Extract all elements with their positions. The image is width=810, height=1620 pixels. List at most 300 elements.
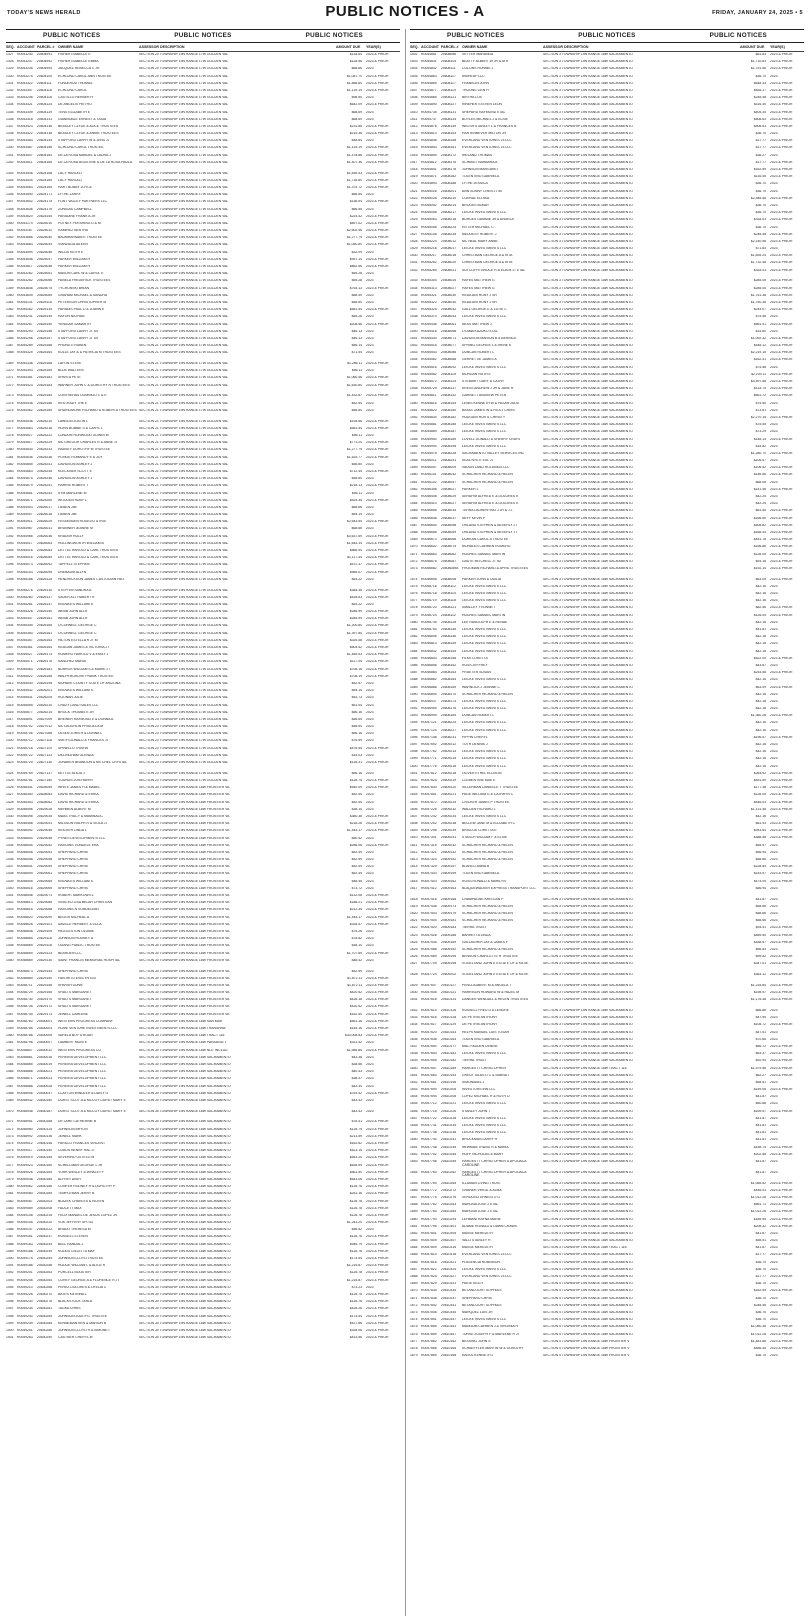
amount-due: $73.81 — [755, 408, 766, 412]
tax-years: 2023 — [770, 750, 778, 754]
assessor-description: SECTION 30 TOWNSHIP 19N RANGE 18W SACRAMENTO — [139, 1134, 231, 1138]
tax-years: 2023 — [366, 703, 374, 707]
owner-name: TIERRA TRUST — [462, 926, 487, 930]
amount-due: $32.09 — [351, 250, 362, 254]
seq: 1652 — [410, 1152, 418, 1156]
notice-row — [410, 1311, 804, 1318]
assessor-description: SECTION 3 TOWNSHIP 19N RANGE 18W SACRAMENTO — [543, 692, 633, 696]
seq: 1521 — [410, 189, 418, 193]
account-number: R0057121 — [421, 721, 437, 725]
tax-years: 2023 — [366, 434, 374, 437]
assessor-description: SECTION 3 TOWNSHIP 19N RANGE 18W SACRAMENTO — [543, 153, 633, 157]
assessor-description: SECTION 3 TOWNSHIP 19N RANGE 18W SACRAMENTO — [543, 1023, 633, 1027]
assessor-description: SECTION 3 TOWNSHIP 19N RANGE 18W SACRAMENTO — [543, 509, 633, 513]
parcel-number: 20625168 — [37, 362, 53, 366]
masthead — [0, 0, 810, 26]
seq: 1424 — [6, 771, 14, 775]
tax-years: 2023 — [366, 351, 374, 355]
amount-due: $41.81 — [755, 1124, 766, 1128]
account-number: R0059062 — [17, 1185, 33, 1189]
amount-due: $145.16 — [349, 1027, 362, 1031]
parcel-number: 20629088 — [37, 908, 53, 912]
owner-name: LACY HAROLD — [58, 171, 82, 175]
parcel-number: 20608030 — [441, 300, 457, 304]
parcel-number: 20609220 — [441, 786, 457, 790]
notice-row — [410, 1210, 804, 1217]
owner-name: WEBB JOHN ALLR — [58, 617, 88, 621]
tax-years: 2023 — [366, 681, 374, 685]
seq: 1448 — [6, 944, 14, 948]
account-number: R0054325 — [17, 351, 33, 355]
parcel-number: 20610205 — [441, 1088, 457, 1092]
assessor-description: SECTION 3 TOWNSHIP 19N RANGE 18W SACRAMENTO — [543, 160, 633, 164]
notice-row — [410, 1239, 804, 1246]
assessor-description: SECTION 4 TOWNSHIP 19N RANGE 18W SACRAMENTO — [543, 1325, 633, 1329]
column-headers — [6, 44, 400, 52]
assessor-description: SECTION 21 TOWNSHIP 19N RANGE 17W GOLDEN VAL — [139, 221, 229, 225]
assessor-description: SECTION 4 TOWNSHIP 19N RANGE 18W SACRAMENTO — [543, 1332, 633, 1336]
amount-due: $581.54 — [349, 426, 362, 430]
amount-due: $1,407.36 — [346, 160, 362, 164]
assessor-description: SECTION 21 TOWNSHIP 19N RANGE 17W GOLDEN VAL — [139, 484, 229, 488]
seq: 1363 — [6, 315, 14, 319]
seq: 1447 — [6, 937, 14, 941]
parcel-number: 20609239 — [441, 829, 457, 833]
seq: 1441 — [6, 894, 14, 898]
amount-due: $58.51 — [755, 1080, 766, 1084]
account-number: R0057801 — [421, 1231, 437, 1235]
owner-name: GALLAGHER JAY & JAMES F — [462, 940, 509, 944]
seq: 1430 — [6, 814, 14, 818]
owner-name: ILLUMAN LIVING TRUST — [462, 1181, 501, 1185]
amount-due: $196.57 — [753, 735, 766, 739]
seq: 1648 — [410, 1124, 418, 1128]
tax-years: 2023 — [366, 207, 374, 211]
parcel-number: 20629170 — [37, 998, 53, 1002]
seq: 1625 — [410, 947, 418, 951]
account-number: R0057782 — [421, 1203, 437, 1207]
assessor-description: SECTION 20 TOWNSHIP 19N RANGE 17W GOLDEN VAL — [139, 132, 229, 136]
parcel-number: 20610228 — [441, 1116, 457, 1120]
parcel-number: 20630254 — [37, 1257, 53, 1261]
tax-years: 2023 — [770, 728, 778, 732]
assessor-description: SECTION 3 TOWNSHIP 19N RANGE 18W SACRAMENTO — [543, 480, 633, 484]
seq: 1484 — [6, 1213, 14, 1217]
tax-years: 2023 — [770, 480, 778, 484]
tax-years: 2023 & PRIOR — [770, 1339, 793, 1343]
parcel-number: 20608185 — [441, 423, 457, 427]
amount-due: $56.54 — [351, 725, 362, 729]
owner-name: STAFFORD LARRY JT SS — [58, 329, 99, 333]
notice-row — [6, 1271, 400, 1278]
amount-due: $36.70 — [755, 1260, 766, 1264]
amount-due: $244.07 — [753, 308, 766, 312]
owner-name: BELL RANDAL L — [58, 1242, 84, 1246]
amount-due: $66.88 — [755, 1009, 766, 1013]
assessor-description: SECTION 20 TOWNSHIP 19N RANGE 17W GOLDEN VAL — [139, 74, 229, 78]
notice-row — [6, 1300, 400, 1307]
owner-name: HAYON NATHAN — [58, 315, 85, 319]
assessor-description: SECTION 3 TOWNSHIP 19N RANGE 18W SACRAMENTO — [543, 286, 633, 290]
owner-name: COREY GEORGE A & FLORENCE R JT — [58, 1278, 120, 1282]
tax-years: 2023 & PRIOR — [770, 1044, 793, 1048]
seq: 1380 — [6, 448, 14, 452]
amount-due: $48.84 — [351, 139, 362, 143]
amount-due: $451.78 — [753, 538, 766, 542]
account-number: R0056602 — [421, 545, 437, 549]
parcel-number: 20630203 — [37, 1199, 53, 1203]
seq: 1491 — [6, 1264, 14, 1268]
amount-due: $1,839.24 — [750, 254, 766, 258]
seq: 1460 — [6, 1034, 14, 1038]
parcel-number: 20608231 — [441, 735, 457, 739]
owner-name: JOHNSON LLOYD TRUSTEE — [58, 1257, 104, 1261]
assessor-description: SECTION 30 TOWNSHIP 19N RANGE 18W SACRAMENTO — [139, 1249, 231, 1253]
account-number: R0054655 — [17, 462, 33, 466]
tax-years: 2023 & PRIOR — [770, 254, 793, 258]
seq: 1631 — [410, 998, 418, 1002]
tax-years: 2023 & PRIOR — [770, 300, 793, 304]
amount-due: $36.70 — [755, 1310, 766, 1314]
owner-name: SACRAMENTO VALLEY SERVICES INC — [462, 451, 525, 455]
tax-years: 2023 & PRIOR — [770, 308, 793, 312]
owner-name: WELSH STANLEY L & FRANCES B — [462, 124, 517, 128]
notice-row — [6, 499, 400, 506]
account-number: R0054737 — [421, 117, 437, 121]
owner-name: HARGESTT CHRISTOPHER — [462, 1066, 506, 1070]
seq: 1539 — [410, 322, 418, 326]
assessor-description: SECTION 21 TOWNSHIP 19N RANGE 17W GOLDEN VAL — [139, 229, 229, 233]
section-header: PUBLIC NOTICES — [42, 32, 101, 39]
amount-due: $1,732.48 — [750, 261, 766, 265]
seq: 1471 — [6, 1120, 14, 1124]
parcel-number: 20630007 — [37, 1041, 53, 1045]
account-number: R0055562 — [421, 372, 437, 376]
parcel-number: 20610124 — [441, 998, 457, 1002]
seq: 1508 — [410, 96, 418, 100]
parcel-number: 20626130 — [37, 588, 53, 592]
section-header: PUBLIC NOTICES — [174, 32, 232, 39]
amount-due: $52.47 — [351, 681, 362, 685]
tax-years: 2023 & PRIOR — [366, 588, 389, 592]
assessor-description: SECTION 3 TOWNSHIP 19N RANGE 18W SACRAMENTO — [543, 88, 633, 92]
notice-row — [410, 912, 804, 919]
parcel-number: 20625145 — [37, 315, 53, 319]
tax-years: 2023 & PRIOR — [770, 1253, 793, 1257]
amount-due: $42.16 — [755, 692, 766, 696]
owner-name: TOTH DENNIS J — [462, 743, 488, 747]
account-number: R0055483 — [17, 667, 33, 671]
notice-row — [6, 527, 400, 534]
tax-years: 2023 — [366, 850, 374, 854]
assessor-description: SECTION 22 TOWNSHIP 19N RANGE 17W GOLDEN VAL — [139, 513, 229, 517]
account-number: R0058866 — [17, 1070, 33, 1074]
amount-due: $38.66 — [351, 1062, 362, 1066]
tax-years: 2023 — [770, 743, 778, 747]
owner-name: SPARSH DUNN — [58, 983, 83, 987]
tax-years: 2023 & PRIOR — [366, 1120, 389, 1124]
owner-name: O'CONNELL GEORGE C — [58, 624, 97, 628]
seq: 1515 — [410, 146, 418, 150]
owner-name: PARADINE FRANK A JR — [58, 214, 96, 218]
notice-row — [410, 60, 804, 67]
owner-name: BESSING JOHN S — [462, 1339, 491, 1343]
account-number: R0057722 — [421, 1116, 437, 1120]
amount-due: $708.18 — [349, 667, 362, 671]
owner-name: LAMBERT MONTE — [58, 1041, 88, 1045]
parcel-number: 20610284 — [441, 1210, 457, 1214]
owner-name: TEMPLEMAN JERRY B — [58, 1192, 95, 1196]
account-number: R0055889 — [421, 430, 437, 434]
tax-years: 2023 & PRIOR — [770, 1066, 793, 1070]
assessor-description: SECTION 21 TOWNSHIP 19N RANGE 17W GOLDEN VAL — [139, 236, 229, 240]
notice-row — [410, 524, 804, 531]
account-number: R0059251 — [17, 1328, 33, 1332]
notice-row — [410, 635, 804, 642]
seq: 1659 — [410, 1210, 418, 1214]
parcel-number: 20608017 — [441, 247, 457, 251]
amount-due: $36.70 — [755, 74, 766, 78]
account-number: R0056724 — [421, 613, 437, 617]
assessor-description: SECTION 21 TOWNSHIP 19N RANGE 17W GOLDEN VAL — [139, 394, 229, 398]
owner-name: YENIGAR SAMARTH — [58, 322, 91, 326]
account-number: R0058516 — [17, 886, 33, 890]
notices-page — [6, 29, 804, 1616]
amount-due: $628.59 — [349, 1163, 362, 1167]
seq: 1651 — [410, 1145, 418, 1149]
owner-name: SAUER ALT HUBERT R — [58, 595, 95, 599]
notice-row — [6, 725, 400, 732]
assessor-description: SECTION 3 TOWNSHIP 19N RANGE 18W SACRAMENTO — [543, 74, 633, 78]
account-number: R0058492 — [17, 829, 33, 833]
assessor-description: SECTION 3 TOWNSHIP 19N RANGE 18W SACRAMENTO — [543, 940, 633, 944]
owner-name: CLAYTON WINDLER & DAISY G — [58, 1091, 109, 1095]
assessor-description: SECTION 21 TOWNSHIP 19N RANGE 17W GOLDEN VAL — [139, 214, 229, 218]
tax-years: 2023 & PRIOR — [770, 559, 793, 563]
amount-due: $218.26 — [349, 822, 362, 826]
seq: 1533 — [410, 279, 418, 283]
notice-row — [6, 549, 400, 556]
seq: 1663 — [410, 1239, 418, 1243]
assessor-description: SECTION 3 TOWNSHIP 19N RANGE 18W SACRAMENTO — [543, 628, 633, 632]
assessor-description: SECTION 3 TOWNSHIP 19N RANGE 18W SACRAMENTO — [543, 538, 633, 542]
tax-years: 2023 — [770, 850, 778, 854]
parcel-number: 20625251 — [37, 484, 53, 488]
parcel-number: 20629173 — [37, 1012, 53, 1016]
parcel-number: 20625246 — [37, 477, 53, 481]
owner-name: PARKER JOHN & ODILIA — [462, 577, 502, 581]
assessor-description: SECTION 22 TOWNSHIP 19N RANGE 17W GOLDEN VAL — [139, 631, 229, 635]
tax-years: 2023 & PRIOR — [770, 196, 793, 200]
account-number: R0057851 — [421, 1318, 437, 1322]
owner-name: BAUMHARMAN E TRUSTEE — [58, 236, 103, 240]
notice-row — [410, 1246, 804, 1253]
owner-name: CHRISTMAN GEORGE A & RITA — [462, 261, 513, 265]
owner-name: TOLENTINO GABRIELA — [462, 1037, 500, 1041]
seq: 1558 — [410, 459, 418, 463]
notice-row — [6, 1135, 400, 1142]
account-number: R0056720 — [421, 606, 437, 610]
assessor-description: SECTION 3 TOWNSHIP 19N RANGE 18W SACRAMENTO — [543, 487, 633, 491]
owner-name: LACY HAROLD — [58, 178, 82, 182]
parcel-number: 20625184 — [37, 394, 53, 398]
owner-name: ROSS RONALD & MARILYN — [462, 879, 506, 883]
assessor-description: SECTION 30 TOWNSHIP 19N RANGE 18W SACRAMENTO — [139, 1206, 231, 1210]
seq: 1420 — [6, 739, 14, 743]
seq: 1492 — [6, 1271, 14, 1275]
seq: 1461 — [6, 1041, 14, 1045]
notice-row — [410, 538, 804, 545]
notice-row — [6, 1027, 400, 1034]
parcel-number: 20608071 — [441, 336, 457, 340]
owner-name: BLAZEK CHARLES & EILEEN — [58, 1199, 105, 1203]
tax-years: 2023 & PRIOR — [366, 624, 389, 628]
assessor-description: SECTION 30 TOWNSHIP 19N RANGE 18W FRONTIER VA — [139, 958, 230, 962]
account-number: R0053487 — [17, 146, 33, 150]
owner-name: SMITH DONALD & FRANCES JT — [58, 739, 109, 743]
notice-row — [6, 1315, 400, 1322]
parcel-number: 20630164 — [37, 1170, 53, 1174]
parcel-number: 20604992 — [37, 60, 53, 64]
seq: 1509 — [410, 103, 418, 107]
account-number: R0058786 — [17, 1034, 33, 1038]
parcel-number: 20609234 — [441, 814, 457, 818]
owner-name: VARELA BOY'S ROAR — [58, 1034, 93, 1038]
notice-row — [410, 1253, 804, 1260]
amount-due: $285.05 — [753, 279, 766, 283]
amount-due: $56.72 — [755, 1044, 766, 1048]
seq: 1377 — [6, 426, 14, 430]
tax-years: 2023 & PRIOR — [770, 53, 793, 56]
seq: 1468 — [6, 1091, 14, 1095]
owner-name: KNOWLES WILLIAM S — [58, 689, 94, 693]
assessor-description: SECTION 30 TOWNSHIP 19N RANGE 18W SACRAMENTO — [139, 1292, 231, 1296]
assessor-description: SECTION 21 TOWNSHIP 19N RANGE 17W GOLDEN VAL — [139, 434, 229, 437]
seq: 1444 — [6, 915, 14, 919]
tax-years: 2023 — [366, 872, 374, 876]
seq: 1438 — [6, 872, 14, 876]
parcel-number: 20609218 — [441, 771, 457, 775]
parcel-number: 20626215 — [37, 710, 53, 714]
seq: 1415 — [6, 703, 14, 707]
tax-years: 2023 — [366, 969, 374, 973]
seq: 1476 — [6, 1156, 14, 1160]
account-number: R0053539 — [17, 178, 33, 182]
notice-row — [410, 578, 804, 585]
owner-name: MEDOESY ROBERT J — [462, 232, 497, 236]
seq: 1387 — [6, 498, 14, 502]
owner-name: LAWSON JUSTIN L — [58, 419, 89, 423]
tax-years: 2023 & PRIOR — [366, 308, 389, 312]
seq: 1378 — [6, 434, 14, 437]
account-number: R0053208 — [17, 96, 33, 100]
account-number: R0058509 — [17, 872, 33, 876]
notice-row — [410, 409, 804, 416]
seq: 1435 — [6, 850, 14, 854]
amount-due: $36.70 — [755, 1282, 766, 1286]
assessor-description: SECTION 3 TOWNSHIP 19N RANGE 18W SACRAMENTO — [543, 466, 633, 470]
account-number: R0054735 — [421, 110, 437, 114]
notice-row — [6, 1192, 400, 1199]
assessor-description: SECTION 23 TOWNSHIP 19N RANGE 17W GOLDEN VAL — [139, 746, 229, 750]
seq: 1636 — [410, 1037, 418, 1041]
tax-years: 2023 & PRIOR — [770, 1188, 793, 1192]
account-number: R0059230 — [17, 1300, 33, 1304]
seq: 1494 — [6, 1285, 14, 1289]
parcel-number: 20629118 — [37, 944, 52, 948]
seq: 1407 — [6, 646, 14, 650]
parcel-number: 20626137 — [37, 595, 53, 599]
amount-due: $62.27 — [755, 1073, 766, 1077]
owner-name: SIMONABEL J — [462, 1080, 485, 1084]
assessor-description: SECTION 21 TOWNSHIP 19N RANGE 17W GOLDEN VAL — [139, 272, 229, 276]
tax-years: 2023 — [770, 1124, 778, 1128]
parcel-number: 20610347 — [441, 1318, 457, 1322]
assessor-description: SECTION 23 TOWNSHIP 19N RANGE 17W GOLDEN VAL — [139, 761, 229, 765]
owner-name: LAFON STEVE — [58, 362, 82, 366]
assessor-description: SECTION 22 TOWNSHIP 19N RANGE 17W GOLDEN VAL — [139, 556, 229, 560]
seq: 1548 — [410, 387, 418, 391]
tax-years: 2023 & PRIOR — [770, 566, 793, 570]
owner-name: JOHNSON MARGARET — [462, 168, 499, 171]
tax-years: 2023 & PRIOR — [770, 771, 793, 775]
seq: 1480 — [6, 1185, 14, 1189]
tax-years: 2023 — [770, 459, 778, 463]
owner-name: SUTCLIFFE BRUCE R & EDA M JT ETAL — [462, 268, 526, 272]
owner-name: LEICKE INVESTMENTS LLC — [462, 757, 507, 761]
assessor-description: SECTION 3 TOWNSHIP 19N RANGE 18W SACRAMENTO — [543, 1239, 633, 1243]
seq: 1674 — [410, 1318, 418, 1322]
owner-name: BLACKSTOCK TARLA — [58, 1300, 93, 1304]
seq: 1662 — [410, 1231, 418, 1235]
tax-years: 2023 & PRIOR — [366, 236, 389, 240]
tax-years: 2023 & PRIOR — [366, 103, 389, 107]
parcel-number: 20610121 — [441, 991, 457, 995]
amount-due: $162.59 — [753, 168, 766, 171]
owner-name: BLAQUEWALKER EXPRESS TRANSPORT LLC — [462, 886, 536, 890]
parcel-number: 20629085 — [37, 901, 53, 905]
notice-row — [6, 1013, 400, 1020]
account-number: R0055471 — [17, 660, 33, 664]
owner-name: WESTERN PROGRESS CO — [58, 1048, 102, 1052]
account-number: R0057252 — [421, 822, 437, 826]
parcel-number: 20610321 — [441, 1260, 457, 1264]
parcel-number: 20604136 — [37, 124, 53, 128]
tax-years: 2023 — [366, 739, 374, 743]
assessor-description: SECTION 3 TOWNSHIP 19N RANGE 18W SACRAMENTO — [543, 1159, 633, 1163]
notice-row — [410, 919, 804, 926]
amount-due: $68.69 — [351, 110, 362, 114]
tax-years: 2023 & PRIOR — [366, 394, 389, 398]
parcel-number: 20608018 — [441, 254, 457, 258]
tax-years: 2023 & PRIOR — [770, 714, 793, 718]
notice-row — [6, 215, 400, 222]
owner-name: HELPS MANUEL LUIS TOSAH — [462, 1030, 510, 1034]
parcel-number: 20629144 — [37, 969, 53, 973]
parcel-number: 20626195 — [37, 681, 53, 685]
owner-name: LEE RANDOLPH E & RENAE — [462, 620, 508, 624]
owner-name: SCHACHER RICHARD & HELEN — [462, 904, 513, 908]
amount-due: $133.75 — [753, 387, 766, 391]
owner-name: FRANKLIN JOHN — [462, 81, 489, 85]
account-number: R0055216 — [421, 247, 437, 251]
seq: 1672 — [410, 1303, 418, 1307]
amount-due: $946.79 — [349, 1242, 362, 1246]
assessor-description: SECTION 30 TOWNSHIP 19N RANGE 18W FRONTIER VA — [139, 793, 230, 797]
owner-name: LEICKE INVESTMENTS LLC — [462, 315, 507, 319]
owner-name: FILKE LORETTA — [462, 656, 488, 660]
assessor-description: SECTION 20 TOWNSHIP 19N RANGE 17W GOLDEN VAL — [139, 67, 229, 71]
